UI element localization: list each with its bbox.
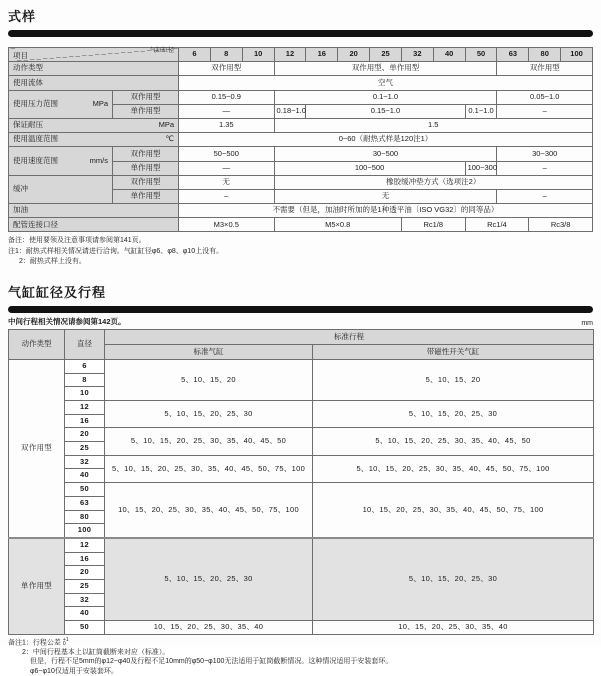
stroke-row: [9, 483, 594, 497]
spec-row: [9, 218, 593, 232]
stroke-thead: [9, 329, 594, 359]
spec-header-row: [9, 48, 593, 62]
spec-cell: 双作用型: [179, 62, 275, 76]
stroke-row: [9, 621, 594, 635]
spec-cell: 0~60（耐热式样是120注1）: [179, 133, 593, 147]
row-sublabel-cell: 单作用型: [113, 161, 179, 175]
spec-cell: 0.18~1.0: [274, 104, 306, 118]
corner-cell: [9, 48, 179, 62]
tolerance-upper: +1: [62, 636, 69, 643]
header-action-type: 动作类型: [9, 329, 65, 359]
note-line-tolerance: [8, 638, 593, 648]
stroke-header-row-1: [9, 329, 594, 344]
row-label-wrap: [13, 206, 174, 215]
spec-cell: Rc1/4: [465, 218, 529, 232]
row-label-cell: [9, 175, 113, 203]
bore-cell-80: 80: [65, 510, 105, 524]
row-label: 配管连接口径: [13, 219, 58, 229]
row-label-cell: [9, 118, 179, 132]
row-label-wrap: [13, 121, 174, 130]
action-type-cell: 双作用型: [9, 359, 65, 537]
bore-cell-8: 8: [65, 373, 105, 387]
stroke-row: [9, 401, 594, 415]
spec-tbody: [9, 62, 593, 232]
bore-cell-63: 63: [65, 496, 105, 510]
spec-cell: –: [497, 189, 593, 203]
spec-col-header-8: 8: [210, 48, 242, 62]
spec-cell: 0.15~0.9: [179, 90, 275, 104]
spec-cell: 50~500: [179, 147, 275, 161]
spec-cell: 0.05~1.0: [497, 90, 593, 104]
spec-row: [9, 118, 593, 132]
bore-cell-20: 20: [65, 428, 105, 442]
tolerance-lower: 0: [62, 641, 66, 648]
switch-stroke-cell: 10、15、20、25、30、35、40: [313, 621, 594, 635]
row-label-cell: [9, 147, 113, 175]
row-label-cell: [9, 204, 179, 218]
spec-cell: –: [179, 189, 275, 203]
note-line: 2：耐热式样上没有。: [19, 258, 86, 266]
spacer: [8, 268, 593, 282]
spec-cell: M3×0.5: [179, 218, 275, 232]
spec-cell: 双作用型: [497, 62, 593, 76]
row-sublabel-cell: 双作用型: [113, 147, 179, 161]
section-divider-bar: [8, 306, 593, 313]
note-line: φ6~φ10仅适用于安装套环。: [30, 667, 118, 675]
stroke-tbody: [9, 359, 594, 634]
bore-cell-10: 10: [65, 387, 105, 401]
note-line: 备注：使用要领及注意事项请参阅第141页。: [8, 237, 146, 245]
spec-cell: 0.1~1.0: [465, 104, 497, 118]
row-label-cell: [9, 76, 179, 90]
row-unit: ℃: [165, 134, 174, 144]
row-sublabel-cell: 单作用型: [113, 104, 179, 118]
spec-cell: 100~300: [465, 161, 497, 175]
stroke-row: [9, 538, 594, 552]
bore-cell-16: 16: [65, 552, 105, 566]
spec-cell: 无: [274, 189, 497, 203]
bore-cell-20: 20: [65, 566, 105, 580]
bore-cell-32: 32: [65, 593, 105, 607]
row-label-wrap: [13, 79, 174, 88]
standard-stroke-cell: 10、15、20、25、30、35、40: [105, 621, 313, 635]
standard-stroke-cell: 5、10、15、20: [105, 359, 313, 400]
stroke-row: [9, 428, 594, 442]
stroke-row: [9, 455, 594, 469]
spec-cell: Rc3/8: [529, 218, 593, 232]
spec-notes: [8, 236, 593, 268]
row-unit: mm/s: [89, 155, 108, 165]
tolerance-label: 备注1：行程公差: [8, 639, 61, 647]
bore-cell-12: 12: [65, 401, 105, 415]
stroke-notes: [8, 638, 593, 676]
corner-bore-label: 气缸缸径: [149, 48, 174, 54]
spec-cell: 30~300: [497, 147, 593, 161]
bore-cell-25: 25: [65, 442, 105, 456]
spec-cell: 橡胶缓冲垫方式（选项注2）: [274, 175, 592, 189]
stroke-table: [8, 329, 594, 635]
spec-col-header-100: 100: [561, 48, 593, 62]
row-label-wrap: [13, 64, 174, 73]
spec-table: [8, 47, 593, 232]
spec-col-header-16: 16: [306, 48, 338, 62]
standard-stroke-cell: 5、10、15、20、25、30、35、40、45、50、75、100: [105, 455, 313, 482]
spec-cell: 空气: [179, 76, 593, 90]
row-label: 使用温度范围: [13, 134, 58, 144]
row-label: 使用流体: [13, 77, 43, 87]
switch-stroke-cell: 5、10、15、20、25、30: [313, 401, 594, 428]
row-label-cell: [9, 90, 113, 118]
row-label-cell: [9, 133, 179, 147]
bore-cell-12: 12: [65, 538, 105, 552]
row-label: 加油: [13, 205, 28, 215]
row-sublabel-cell: 单作用型: [113, 189, 179, 203]
spec-cell: 1.5: [274, 118, 592, 132]
bore-cell-32: 32: [65, 455, 105, 469]
spec-col-header-50: 50: [465, 48, 497, 62]
page-title-specs: 式样: [8, 9, 37, 24]
spec-row: [9, 175, 593, 189]
stroke-table-caption-row: [8, 316, 593, 327]
switch-stroke-cell: 5、10、15、20: [313, 359, 594, 400]
page-title-stroke: 气缸缸径及行程: [8, 284, 107, 300]
row-label-cell: [9, 62, 179, 76]
spec-col-header-80: 80: [529, 48, 561, 62]
standard-stroke-cell: 5、10、15、20、25、30、35、40、45、50: [105, 428, 313, 455]
spec-cell: —: [179, 104, 275, 118]
row-label: 缓冲: [13, 184, 28, 194]
spec-cell: 0.1~1.0: [274, 90, 497, 104]
row-label-wrap: [13, 135, 174, 144]
standard-stroke-cell: 5、10、15、20、25、30: [105, 401, 313, 428]
spec-col-header-25: 25: [370, 48, 402, 62]
tolerance-stack: [63, 638, 69, 647]
bore-cell-50: 50: [65, 621, 105, 635]
row-unit: MPa: [158, 120, 174, 130]
row-label: 动作类型: [13, 63, 43, 73]
spec-col-header-63: 63: [497, 48, 529, 62]
row-unit: MPa: [92, 98, 108, 108]
spec-row: [9, 147, 593, 161]
spec-cell: 100~500: [274, 161, 465, 175]
row-label-wrap: [13, 100, 108, 109]
spec-cell: 不需要（但是，加油时所加的是1种透平油〔ISO VG32〕的同等品）: [179, 204, 593, 218]
row-label: 使用速度范围: [13, 155, 58, 165]
spec-cell: –: [497, 161, 593, 175]
row-label-wrap: [13, 157, 108, 166]
bore-cell-16: 16: [65, 414, 105, 428]
switch-stroke-cell: 5、10、15、20、25、30、35、40、45、50、75、100: [313, 455, 594, 482]
spec-cell: –: [497, 104, 593, 118]
row-label: 使用压力范围: [13, 98, 58, 108]
bore-cell-50: 50: [65, 483, 105, 497]
row-sublabel-cell: 双作用型: [113, 90, 179, 104]
row-label-wrap: [13, 185, 108, 194]
switch-stroke-cell: 5、10、15、20、25、30: [313, 538, 594, 621]
spec-cell: 无: [179, 175, 275, 189]
header-standard-cylinder: 标准气缸: [105, 344, 313, 359]
header-switch-cylinder: 带磁性开关气缸: [313, 344, 594, 359]
spec-cell: —: [179, 161, 275, 175]
row-label-wrap: [13, 221, 174, 230]
bore-cell-6: 6: [65, 359, 105, 373]
spec-row: [9, 76, 593, 90]
switch-stroke-cell: 5、10、15、20、25、30、35、40、45、50: [313, 428, 594, 455]
bore-cell-40: 40: [65, 469, 105, 483]
spec-col-header-40: 40: [433, 48, 465, 62]
header-standard-stroke: 标准行程: [105, 329, 594, 344]
spec-cell: 1.35: [179, 118, 275, 132]
note-line: 但是，行程不足5mm的φ12~φ40及行程不足10mm的φ50~φ100无法适用于缸筒截断情况。这种情况适用于安装套环。: [30, 658, 393, 666]
bore-cell-40: 40: [65, 607, 105, 621]
spec-row: [9, 62, 593, 76]
unit-label: mm: [581, 319, 593, 327]
standard-stroke-cell: 10、15、20、25、30、35、40、45、50、75、100: [105, 483, 313, 538]
spec-col-header-20: 20: [338, 48, 370, 62]
spec-col-header-6: 6: [179, 48, 211, 62]
spec-cell: 0.15~1.0: [306, 104, 465, 118]
row-label: 保证耐压: [13, 120, 43, 130]
row-sublabel-cell: 双作用型: [113, 175, 179, 189]
row-label-cell: [9, 218, 179, 232]
spec-thead: [9, 48, 593, 62]
spec-row: [9, 204, 593, 218]
spec-col-header-12: 12: [274, 48, 306, 62]
corner-item-label: 项目: [13, 50, 28, 60]
bore-cell-100: 100: [65, 524, 105, 538]
spec-col-header-32: 32: [401, 48, 433, 62]
spec-row: [9, 133, 593, 147]
switch-stroke-cell: 10、15、20、25、30、35、40、45、50、75、100: [313, 483, 594, 538]
standard-stroke-cell: 5、10、15、20、25、30: [105, 538, 313, 621]
spec-cell: M5×0.8: [274, 218, 401, 232]
spec-cell: Rc1/8: [401, 218, 465, 232]
spec-col-header-10: 10: [242, 48, 274, 62]
mid-stroke-note: 中间行程相关情况请参阅第142页。: [8, 316, 126, 326]
header-bore: 直径: [65, 329, 105, 359]
action-type-cell: 单作用型: [9, 538, 65, 634]
stroke-row: [9, 359, 594, 373]
bore-cell-25: 25: [65, 579, 105, 593]
section-divider-bar: [8, 30, 593, 37]
note-line: 2：中间行程基本上以缸筒截断来对应（标准）。: [22, 648, 170, 656]
spec-cell: 30~500: [274, 147, 497, 161]
note-line: 注1：耐热式样相关情况请进行洽询。气缸缸径φ6、φ8、φ10上没有。: [8, 247, 224, 255]
spec-row: [9, 90, 593, 104]
spec-cell: 双作用型、单作用型: [274, 62, 497, 76]
